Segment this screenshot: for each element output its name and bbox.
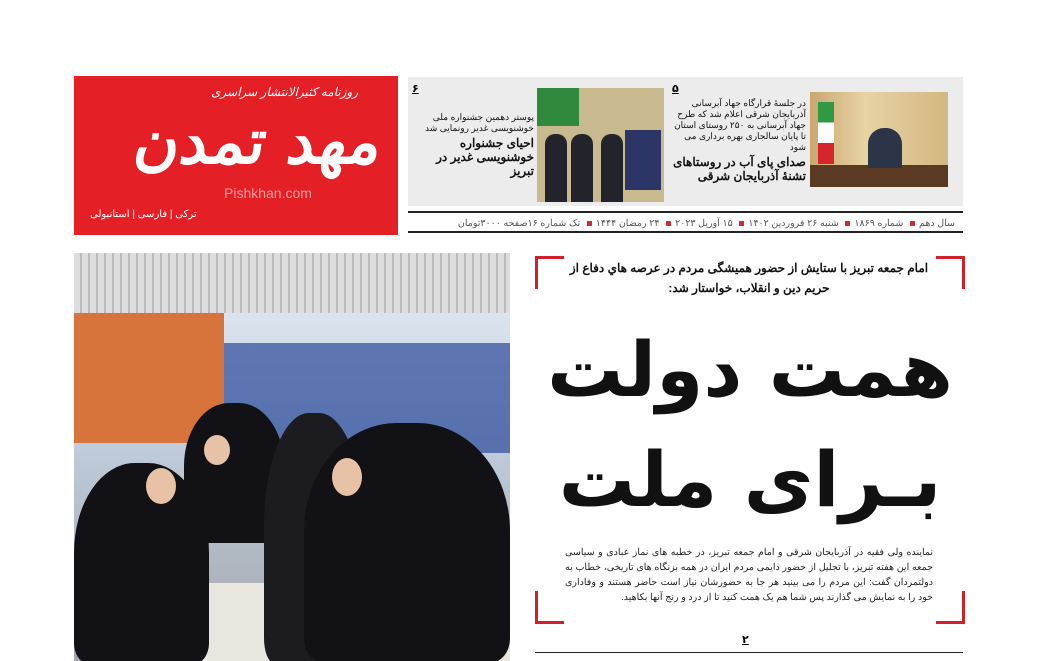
masthead-languages: ترکی | فارسی | استانبولی [90, 209, 197, 220]
teaser-headline: صدای پای آب در روستاهای تشنۀ آذربایجان شرقی [672, 155, 806, 183]
bracket-top-left [535, 256, 564, 289]
teaser-water[interactable] [668, 98, 806, 183]
bracket-top-right [936, 256, 965, 289]
lead-headline-line1[interactable]: همت دولت [547, 325, 953, 414]
teaser-calligraphy[interactable] [410, 112, 534, 178]
date-gregorian: ۱۵ آوریل ۲۰۲۳ [675, 218, 733, 229]
bracket-bottom-left [535, 591, 564, 624]
teaser-page-number[interactable]: ۵ [672, 82, 679, 95]
masthead-tagline: روزنامه کثیرالانتشار سراسری [211, 85, 358, 99]
date-persian: شنبه ۲۶ فروردین ۱۴۰۲ [748, 218, 839, 229]
divider [535, 652, 963, 653]
dateline [408, 211, 963, 233]
teaser-subtitle: در جلسۀ قرارگاه جهاد آبرسانی آذربایجان شرقی اعلام شد که طرح جهاد آبرسانی به ۲۵۰ روستای استان تا پایان سالجاری بهره برداری می شود [674, 98, 806, 152]
volume: سال دهم [919, 218, 955, 229]
teaser-subtitle: پوستر دهمین جشنواره ملی خوشنویسی غدیر رونمایی شد [425, 112, 534, 133]
lead-headline-line2[interactable]: بـرای ملت [558, 435, 942, 524]
issue-number: شماره ۱۸۶۹ [854, 218, 904, 229]
masthead-logo[interactable] [74, 76, 398, 235]
teaser-headline: احیای جشنواره خوشنویسی غدیر در تبریز [436, 136, 534, 178]
masthead-name: مهد تمدن [129, 105, 388, 178]
date-hijri: ۲۴ رمضان ۱۴۴۴ [595, 218, 660, 229]
teaser-photo-meeting [810, 92, 948, 187]
lead-page-number[interactable]: ۲ [742, 633, 749, 646]
watermark: Pishkhan.com [224, 185, 312, 201]
bracket-bottom-right [936, 591, 965, 624]
teaser-photo-poster [537, 88, 664, 202]
lead-body: نماینده ولی فقیه در آذربایجان شرقی و امام جمعه تبریز، در خطبه های نماز عبادی و سیاسی جمعه این هفته تبریز، با تجلیل از حضور دایمی مردم ایران در همه بزنگاه های تاریخی، خطاب به دولتمردان گفت: این مردم را می بینید هر جا به حضورشان نیاز است حاضر هستند و وفاداری خود را به نمایش می گذارند پس شما هم یک همت کنید تا از درد و رنج آنها بکاهید. [565, 547, 933, 603]
lead-photo [74, 253, 510, 661]
lead-kicker: امام جمعه تبریز با ستایش از حضور همیشگی مردم در عرصه هاي دفاع از حریم دین و انقلاب، خواستار شد: [569, 261, 929, 295]
teaser-page-number[interactable]: ۶ [412, 82, 419, 95]
price: تک شماره ۱۶صفحه ۳۰۰۰تومان [457, 218, 581, 229]
